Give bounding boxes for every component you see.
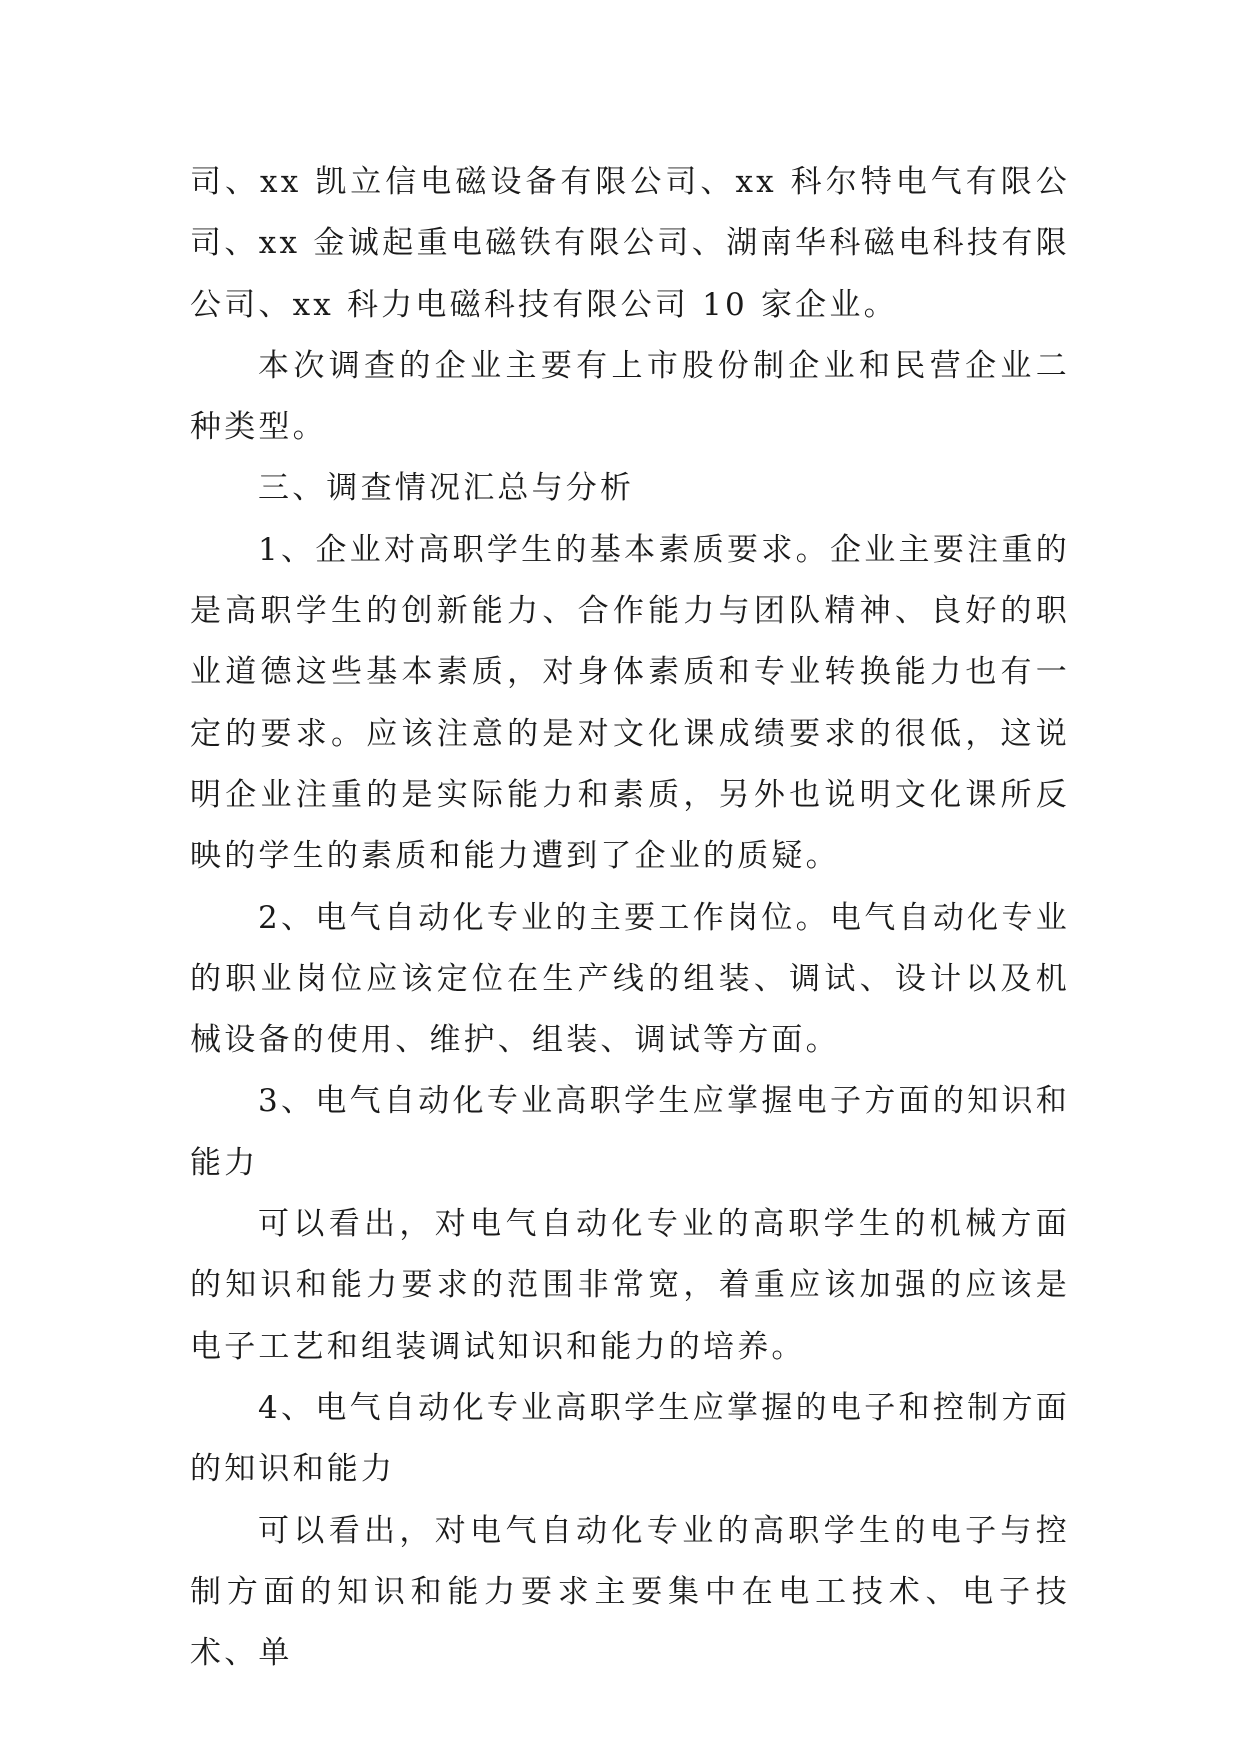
subheading-electronics-control-knowledge: 4、电气自动化专业高职学生应掌握的电子和控制方面的知识和能力 — [190, 1389, 1070, 1488]
paragraph-basic-quality-requirements: 1、企业对高职学生的基本素质要求。企业主要注重的是高职学生的创新能力、合作能力与团队精神、良好的职业道德这些基本素质，对身体素质和专业转换能力也有一定的要求。应该注意的是对文化课成绩要求的很低，这说明企业注重的是实际能力和素质，另外也说明文化课所反映的学生的素质和能力遭到了企业的质疑。 — [190, 531, 1070, 875]
subheading-electronics-knowledge: 3、电气自动化专业高职学生应掌握电子方面的知识和能力 — [190, 1083, 1070, 1181]
paragraph-mechanical-knowledge-analysis: 可以看出，对电气自动化专业的高职学生的机械方面的知识和能力要求的范围非常宽，着重应该加强的应该是电子工艺和组装调试知识和能力的培养。 — [190, 1206, 1070, 1365]
section-heading-survey-summary: 三、调查情况汇总与分析 — [258, 470, 635, 507]
paragraph-electronics-control-analysis: 可以看出，对电气自动化专业的高职学生的电子与控制方面的知识和能力要求主要集中在电工技术、电子技术、单 — [190, 1512, 1070, 1672]
paragraph-company-list: 司、xx 凯立信电磁设备有限公司、xx 科尔特电气有限公司、xx 金诚起重电磁铁有限公司、湖南华科磁电科技有限公司、xx 科力电磁科技有限公司 10 家企业。 — [190, 164, 1070, 323]
document-body — [190, 152, 1070, 1684]
paragraph-main-job-positions: 2、电气自动化专业的主要工作岗位。电气自动化专业的职业岗位应该定位在生产线的组装、调试、设计以及机械设备的使用、维护、组装、调试等方面。 — [190, 899, 1070, 1059]
paragraph-enterprise-types: 本次调查的企业主要有上市股份制企业和民营企业二种类型。 — [190, 347, 1070, 446]
